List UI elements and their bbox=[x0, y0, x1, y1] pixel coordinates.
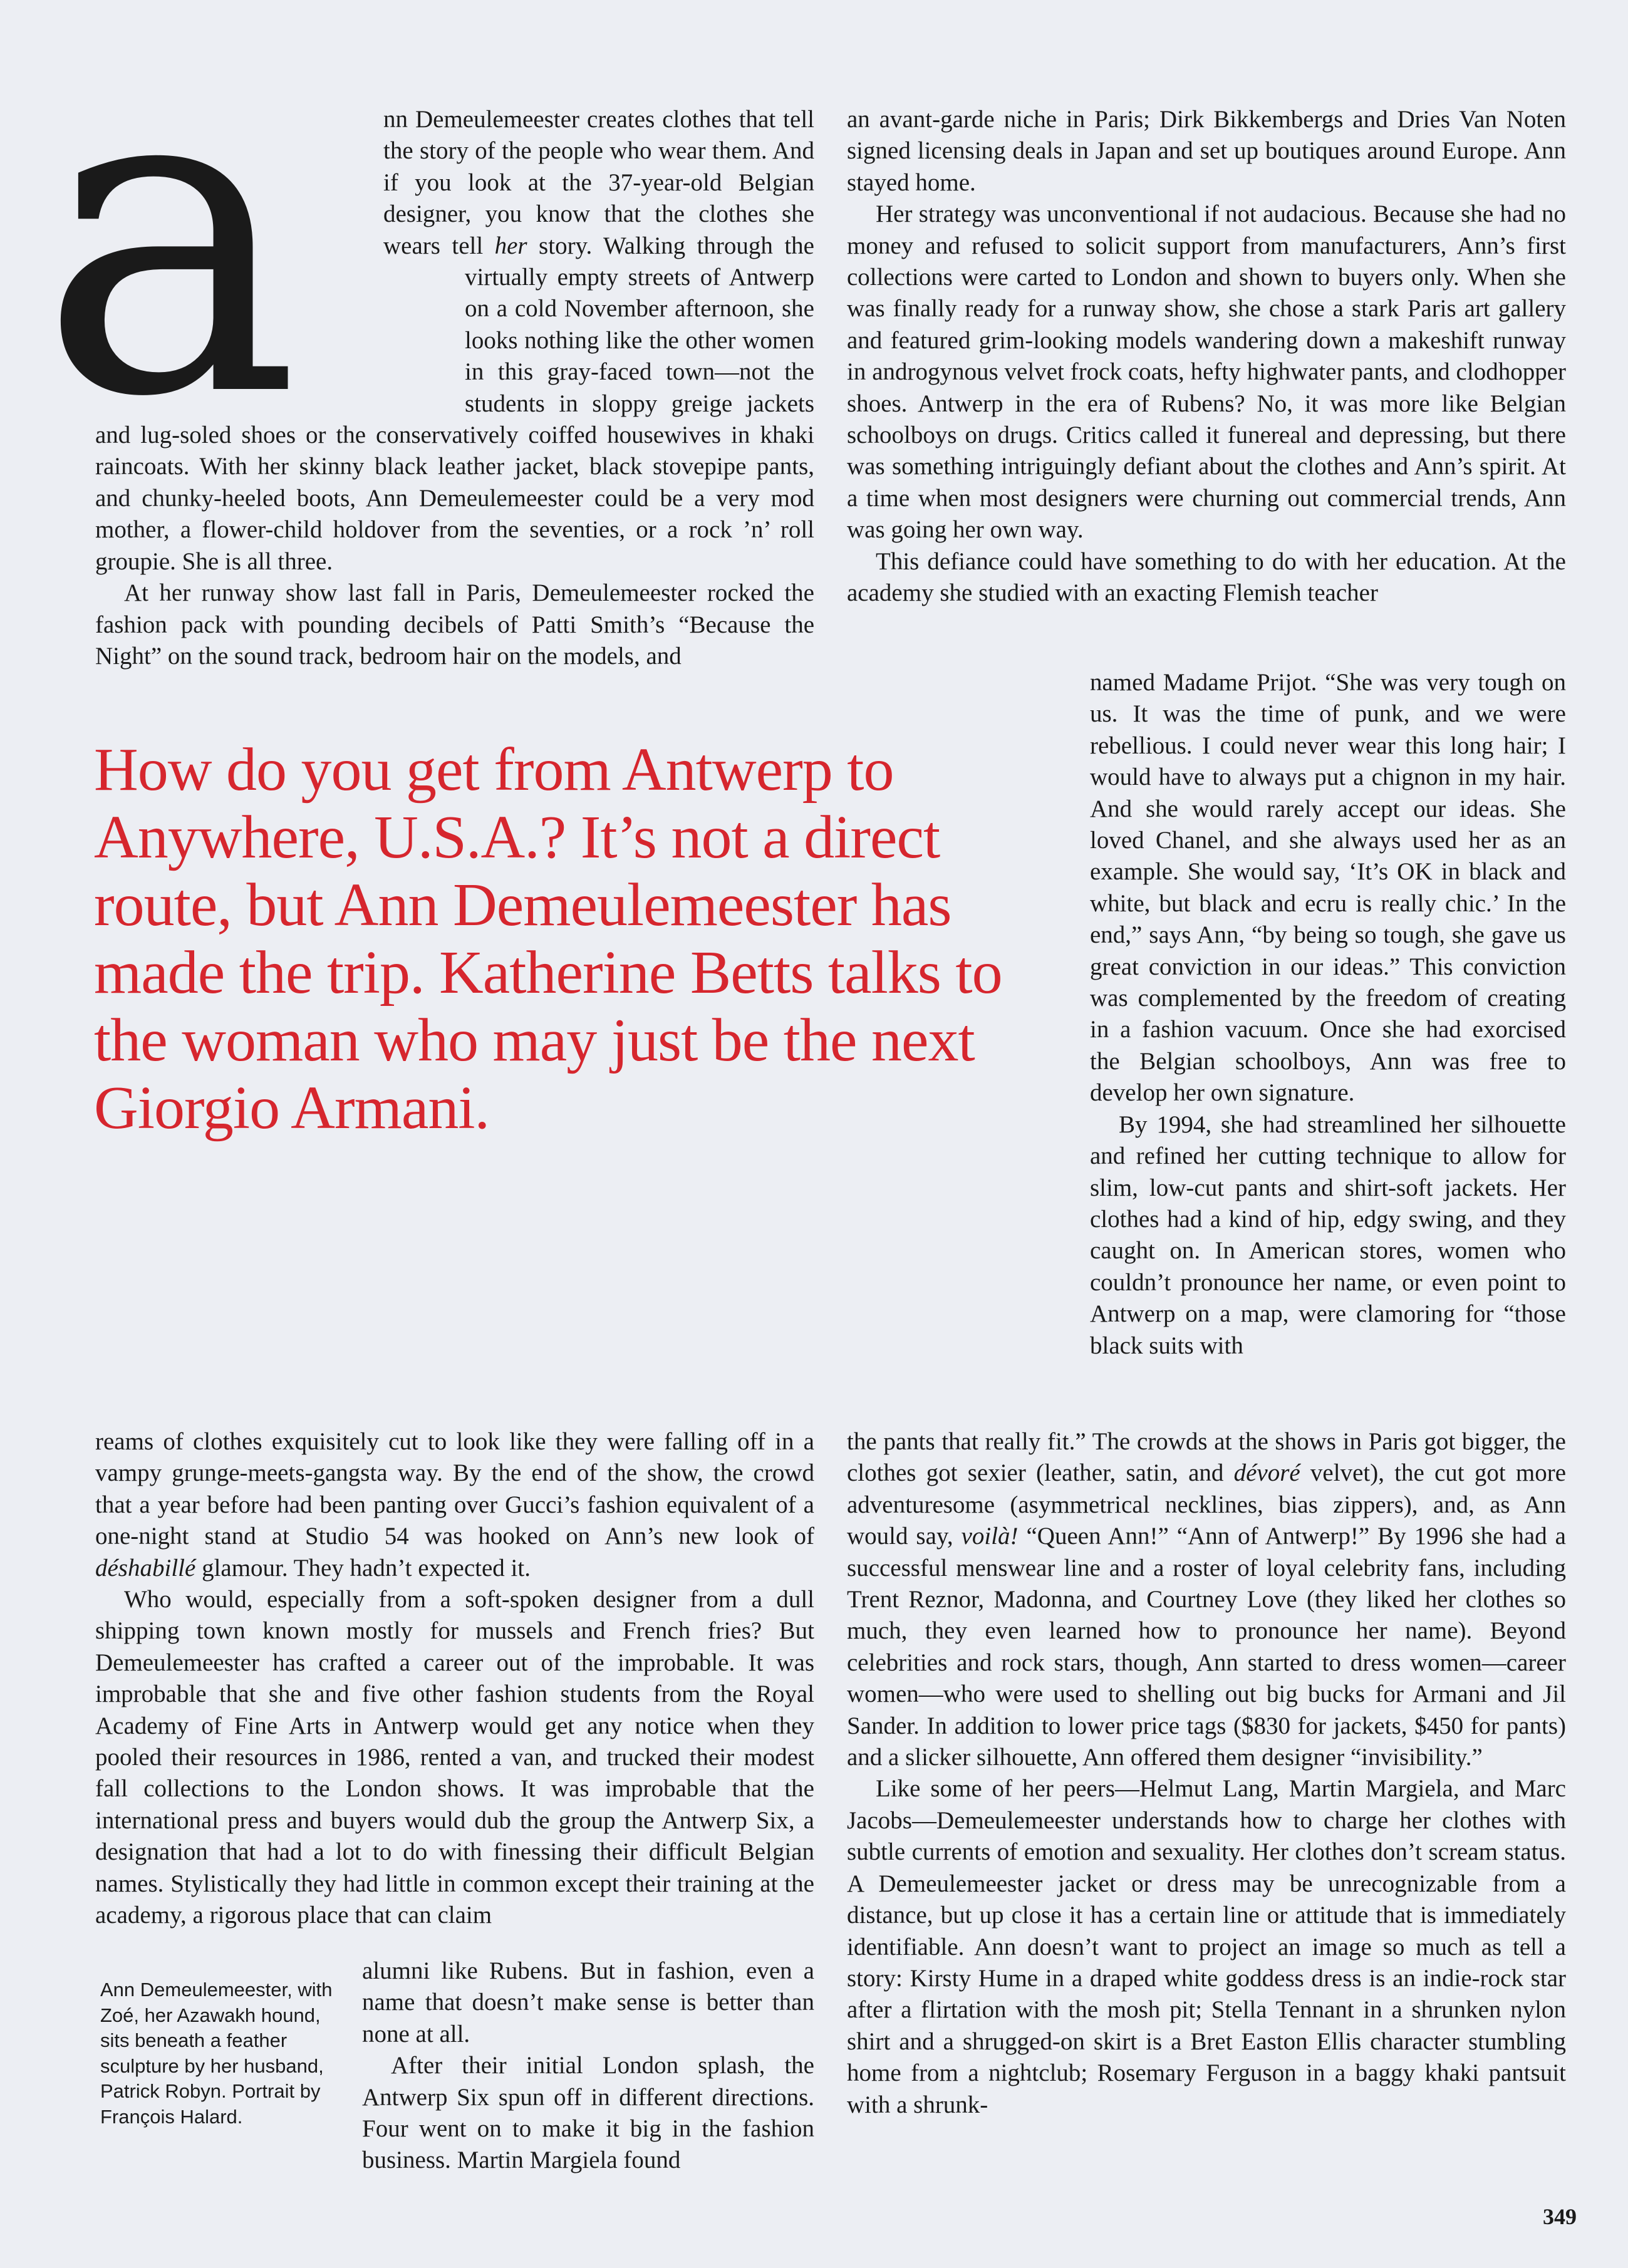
left-column-narrow bbox=[362, 1955, 814, 2177]
drop-cap: a bbox=[39, 0, 301, 493]
drop-cap-wrap-spacer-lower bbox=[95, 286, 465, 411]
article-paragraph: an avant-garde niche in Paris; Dirk Bikkembergs and Dries Van Noten signed licensing deals in Japan and set up boutiques around Europe. Ann stayed home. bbox=[847, 106, 1566, 196]
right-column-bottom bbox=[847, 1426, 1566, 2121]
article-paragraph: After their initial London splash, the Antwerp Six spun off in different directions. Four went on to make it big in the fashion business. Martin Margiela found bbox=[362, 2052, 814, 2174]
right-column-top bbox=[847, 104, 1566, 609]
left-column-top bbox=[95, 104, 814, 672]
photo-caption: Ann Demeulemeester, with Zoé, her Azawakh hound, sits beneath a feather sculpture by her husband, Patrick Robyn. Portrait by François Halard. bbox=[100, 1979, 333, 2128]
article-paragraph: Like some of her peers—Helmut Lang, Martin Margiela, and Marc Jacobs—Demeulemeester understands how to charge her clothes with subtle currents of emotion and sexuality. Her clothes don’t scream status. A Demeulemeester jacket or dress may be unrecognizable from a distance, but up close it has a certain line or attitude that is immediately identifiable. Ann doesn’t want to project an image so much as tell a story: Kirsty Hume in a draped white goddess dress is an indie-rock star after a flirtation with the mosh pit; Stella Tennant in a shrunken nylon shirt and a shrugged-on skirt is a Bret Easton Ellis character stumbling home from a nightclub; Rosemary Ferguson in a baggy khaki pantsuit with a shrunk- bbox=[847, 1775, 1566, 2118]
right-column-narrow bbox=[1090, 667, 1566, 1362]
article-paragraph: reams of clothes exquisitely cut to look like they were falling off in a vampy grunge-meets-gangsta way. By the end of the show, the crowd that a year before had been panting over Gucci’s fashion equivalent of a one-night stand at Studio 54 was hooked on Ann’s new look of déshabillé glamour. They hadn’t expected it. bbox=[95, 1428, 814, 1582]
page-number: 349 bbox=[1543, 2204, 1577, 2229]
left-column-bottom bbox=[95, 1426, 814, 1932]
article-paragraph: alumni like Rubens. But in fashion, even a name that doesn’t make sense is better than none at all. bbox=[362, 1957, 814, 2048]
article-paragraph: named Madame Prijot. “She was very tough on us. It was the time of punk, and we were rebellious. I could never wear this long hair; I would have to always put a chignon in my hair. And she would rarely accept our ideas. She loved Chanel, and she always used her as an example. She would say, ‘It’s OK in black and white, but black and ecru is really chic.’ In the end,” says Ann, “by being so tough, she gave us great conviction in our ideas.” This conviction was complemented by the freedom of creating in a fashion vacuum. Once she had exorcised the Belgian schoolboys, Ann was free to develop her own signature. bbox=[1090, 669, 1566, 1107]
article-paragraph: Who would, especially from a soft-spoken designer from a dull shipping town known mostly for mussels and French fries? But Demeulemeester has crafted a career out of the improbable. It was improbable that she and five other fashion students from the Royal Academy of Fine Arts in Antwerp would get any notice when they pooled their resources in 1986, rented a van, and trucked their modest fall collections to the London shows. It was improbable that the international press and buyers would dub the group the Antwerp Six, a designation that had a lot to do with finessing their difficult Belgian names. Stylistically they had little in common except their training at the academy, a rigorous place that can claim bbox=[95, 1586, 814, 1929]
article-paragraph: By 1994, she had streamlined her silhouette and refined her cutting technique to allow for slim, low-cut pants and shirt-soft jackets. Her clothes had a kind of hip, edgy swing, and they caught on. In American stores, women who couldn’t pronounce her name, or even point to Antwerp on a map, were clamoring for “those black suits with bbox=[1090, 1111, 1566, 1359]
article-paragraph: Her strategy was unconventional if not audacious. Because she had no money and refused to solicit support from manufacturers, Ann’s first collections were carted to London and shown to buyers only. When she was finally ready for a runway show, she chose a stark Paris art gallery and featured grim-looking models wandering down a makeshift runway in androgynous velvet frock coats, hefty highwater pants, and clodhopper shoes. Antwerp in the era of Rubens? No, it was more like Belgian schoolboys on drugs. Critics called it funereal and depressing, but there was something intriguingly defiant about the clothes and Ann’s spirit. At a time when most designers were churning out commercial trends, Ann was going her own way. bbox=[847, 200, 1566, 544]
drop-cap-wrap-spacer bbox=[95, 104, 383, 286]
article-paragraph: nn Demeulemeester creates clothes that tell the story of the people who wear them. And if you look at the 37-year-old Belgian designer, you know that the clothes she wears tell her story. Walking through the virtually empty streets of Antwerp on a cold November afternoon, she looks nothing like the other women in this gray-faced town—not the students in sloppy greige jackets and lug-soled shoes or the conservatively coiffed housewives in khaki raincoats. With her skinny black leather jacket, black stovepipe pants, and chunky-heeled boots, Ann Demeulemeester could be a very mod mother, a flower-child holdover from the seventies, or a rock ’n’ roll groupie. She is all three. bbox=[95, 106, 814, 575]
article-paragraph: the pants that really fit.” The crowds at the shows in Paris got bigger, the clothes got sexier (leather, satin, and dévoré velvet), the cut got more adventuresome (asymmetrical necklines, bias zippers), and, as Ann would say, voilà! “Queen Ann!” “Ann of Antwerp!” By 1996 she had a successful menswear line and a roster of loyal celebrity fans, including Trent Reznor, Madonna, and Courtney Love (they liked her clothes so much, they even learned how to pronounce her name). Beyond celebrities and rock stars, though, Ann started to dress women—career women—who were used to shelling out big bucks for Armani and Jil Sander. In addition to lower price tags ($830 for jackets, $450 for pants) and a slicker silhouette, Ann offered them designer “invisibility.” bbox=[847, 1428, 1567, 1771]
pull-quote: How do you get from Antwerp to Anywhere, U.S.A.? It’s not a direct route, but Ann Demeulemeester has made the trip. Katherine Betts talks to the woman who may just be the next Giorgio Armani. bbox=[94, 736, 1002, 1142]
article-paragraph: This defiance could have something to do with her education. At the academy she studied with an exacting Flemish teacher bbox=[847, 547, 1566, 607]
article-paragraph: At her runway show last fall in Paris, Demeulemeester rocked the fashion pack with pounding decibels of Patti Smith’s “Because the Night” on the sound track, bedroom hair on the models, and bbox=[95, 579, 814, 670]
